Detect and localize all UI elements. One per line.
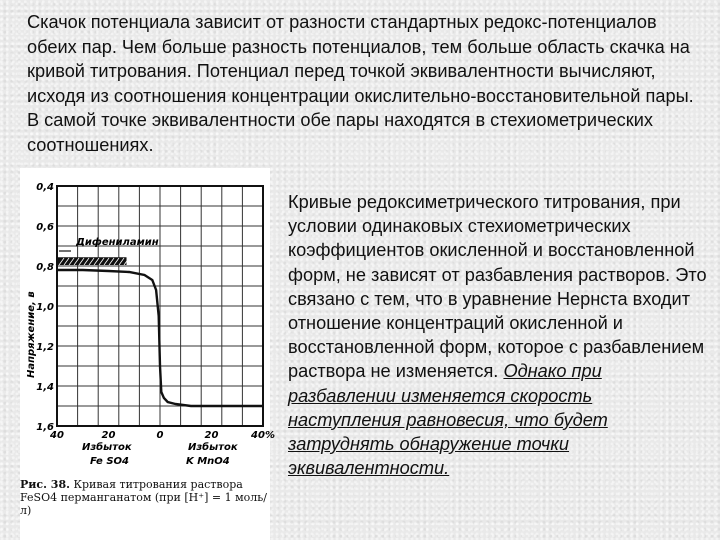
y-tick-label: 1,2 — [36, 342, 54, 353]
y-tick-label: 0,6 — [36, 222, 54, 233]
y-tick-label: 0,4 — [36, 182, 54, 193]
x-tick-label: 20 — [204, 430, 219, 441]
figure-caption — [20, 478, 268, 517]
indicator-label: Дифениламин — [76, 237, 159, 248]
y-axis-label: Напряжение, в — [26, 291, 37, 378]
x-group-right-line2: K MnO4 — [186, 456, 230, 467]
x-tick-label: 0 — [156, 430, 164, 441]
titration-figure — [20, 168, 275, 540]
indicator-band — [57, 251, 129, 265]
x-group-right-line1: Избыток — [188, 442, 238, 453]
right-paragraph-text: Кривые редоксиметрического титрования, при условии одинаковых стехиометрических коэффициентов окисленной и восстановленной форм, не зависят от разбавления растворов. Это связано с тем, что в уравнение Нернста входит отношение концентраций окисленной и восстановленной форм, которое с разбавлением раствора не изменяется. — [288, 192, 707, 382]
right-paragraph-italic: Однако при разбавлении изменяется скорость наступления равновесия, что будет затруднять обнаружение точки эквивалентности. — [288, 361, 608, 479]
right-paragraph — [288, 190, 708, 480]
y-tick-label: 1,0 — [36, 302, 54, 313]
x-tick-label: 40% — [251, 430, 275, 441]
x-tick-labels — [49, 430, 275, 441]
titration-chart — [20, 168, 275, 478]
x-group-left-line2: Fe SO4 — [90, 456, 129, 467]
intro-paragraph: Скачок потенциала зависит от разности стандартных редокс-потенциалов обеих пар. Чем больше разность потенциалов, тем больше область скачка на кривой титрования. Потенциал перед точкой эквивалентности вычисляют, исходя из соотношения концентрации окислительно-восстановительной пары. В самой точке эквивалентности обе пары находятся в стехиометрических соотношениях. — [27, 12, 694, 155]
x-group-left-line1: Избыток — [82, 442, 132, 453]
y-tick-labels — [36, 182, 54, 433]
x-tick-label: 40 — [50, 430, 64, 441]
caption-label: Рис. 38. — [20, 478, 70, 491]
y-tick-label: 1,6 — [36, 422, 54, 433]
x-tick-label: 20 — [101, 430, 116, 441]
caption-text: Кривая титрования раствора FeSO4 перманганатом (при [H⁺] = 1 моль/л) — [20, 478, 267, 517]
y-tick-label: 1,4 — [36, 382, 54, 393]
y-tick-label: 0,8 — [36, 262, 54, 273]
